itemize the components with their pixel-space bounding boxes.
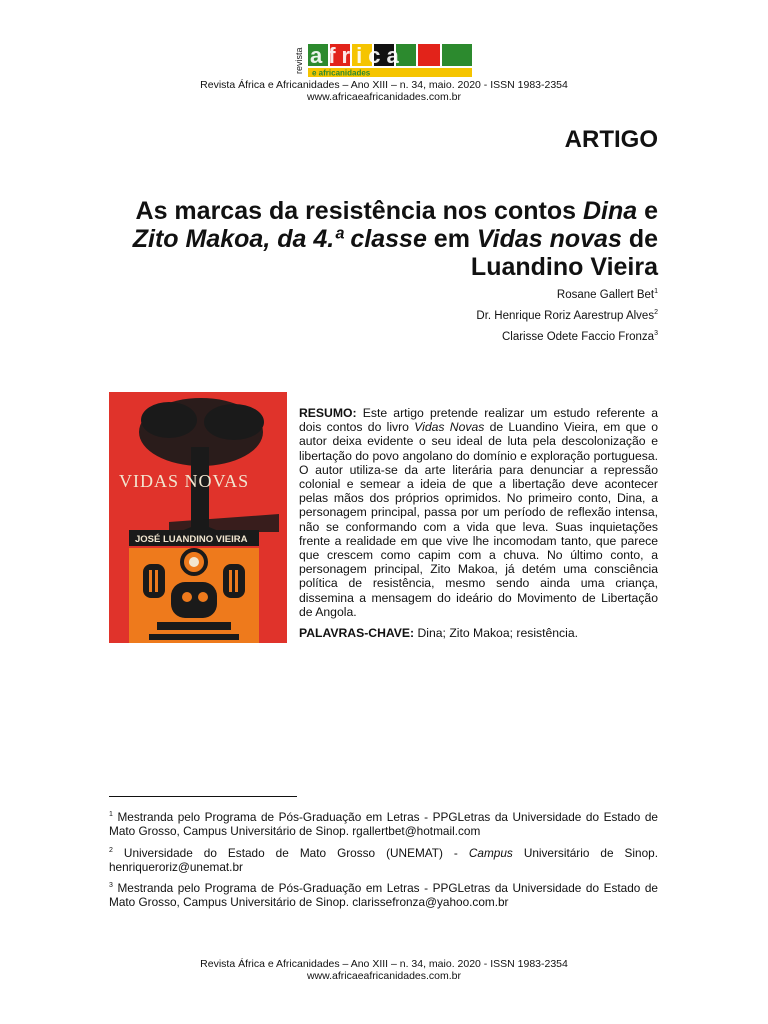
- cover-title: VIDAS NOVAS: [119, 471, 250, 491]
- footer-journal-line: Revista África e Africanidades – Ano XIII – n. 34, maio. 2020 - ISSN 1983-2354: [200, 958, 568, 970]
- author-2: Dr. Henrique Roriz Aarestrup Alves$^2$: [476, 309, 658, 322]
- cover-author: JOSÉ LUANDINO VIEIRA: [135, 534, 248, 545]
- header-website: www.africaeafricanidades.com.br: [306, 91, 462, 103]
- author-3: Clarisse Odete Faccio Fronza$^3$: [501, 330, 658, 343]
- book-cover-image: [109, 392, 287, 643]
- header-journal-line: Revista África e Africanidades – Ano XIII – n. 34, maio. 2020 - ISSN 1983-2354: [200, 79, 568, 91]
- logo-vertical-text: revista: [294, 47, 304, 74]
- footnote-3: $^3$ Mestranda pelo Programa de Pós-Graduação em Letras - PPGLetras da Universidade do Estado de Mato Grosso, Campus Universitário de Sinop. clarissefronza@yahoo.com.br: [109, 881, 658, 909]
- abstract: RESUMO: Este artigo pretende realizar um estudo referente a dois contos do livro Vidas Novas de Luandino Vieira, em que o autor deixa evidente o seu ideal de luta pela descolonização e libertação do povo angolano do domínio e exploração portuguesa. O autor utiliza-se da arte literária para denunciar a repressão colonial e semear a ideia de que a libertação deve acontecer pelas mãos dos próprios oprimidos. No primeiro conto, Dina, a personagem principal, passa por um período de reflexão intensa, não se conformando com a vida que leva. Suas inquietações frente a realidade em que vive lhe incomodam tanto, que parece que crescem como capim com a chuva. No último conto, a personagem principal, Zito Makoa, já detém uma consciência política de resistência, mesmo sendo ainda uma criança, dissemina a mensagem do ideário do Movimento de Libertação de Angola.: [299, 406, 658, 619]
- journal-logo: [296, 40, 476, 80]
- footnote-2: $^2$ Universidade do Estado de Mato Grosso (UNEMAT) - Campus Universitário de Sinop. henriqueroriz@unemat.br: [109, 846, 658, 874]
- article-title: As marcas da resistência nos contos Dina e Zito Makoa, da 4.ª classe em Vidas novas de Luandino Vieira: [132, 197, 658, 281]
- logo-sub-text: e africanidades: [312, 68, 371, 78]
- section-label: ARTIGO: [564, 126, 658, 153]
- author-1: Rosane Gallert Bet$^1$: [556, 288, 658, 301]
- logo-main-text: africa: [310, 43, 405, 68]
- footnote-1: $^1$ Mestranda pelo Programa de Pós-Graduação em Letras - PPGLetras da Universidade do Estado de Mato Grosso, Campus Universitário de Sinop. rgallertbet@hotmail.com: [109, 810, 658, 838]
- keywords: PALAVRAS-CHAVE: Dina; Zito Makoa; resistência.: [299, 626, 579, 640]
- footer-website: www.africaeafricanidades.com.br: [306, 970, 462, 982]
- footnote-divider: [109, 796, 297, 797]
